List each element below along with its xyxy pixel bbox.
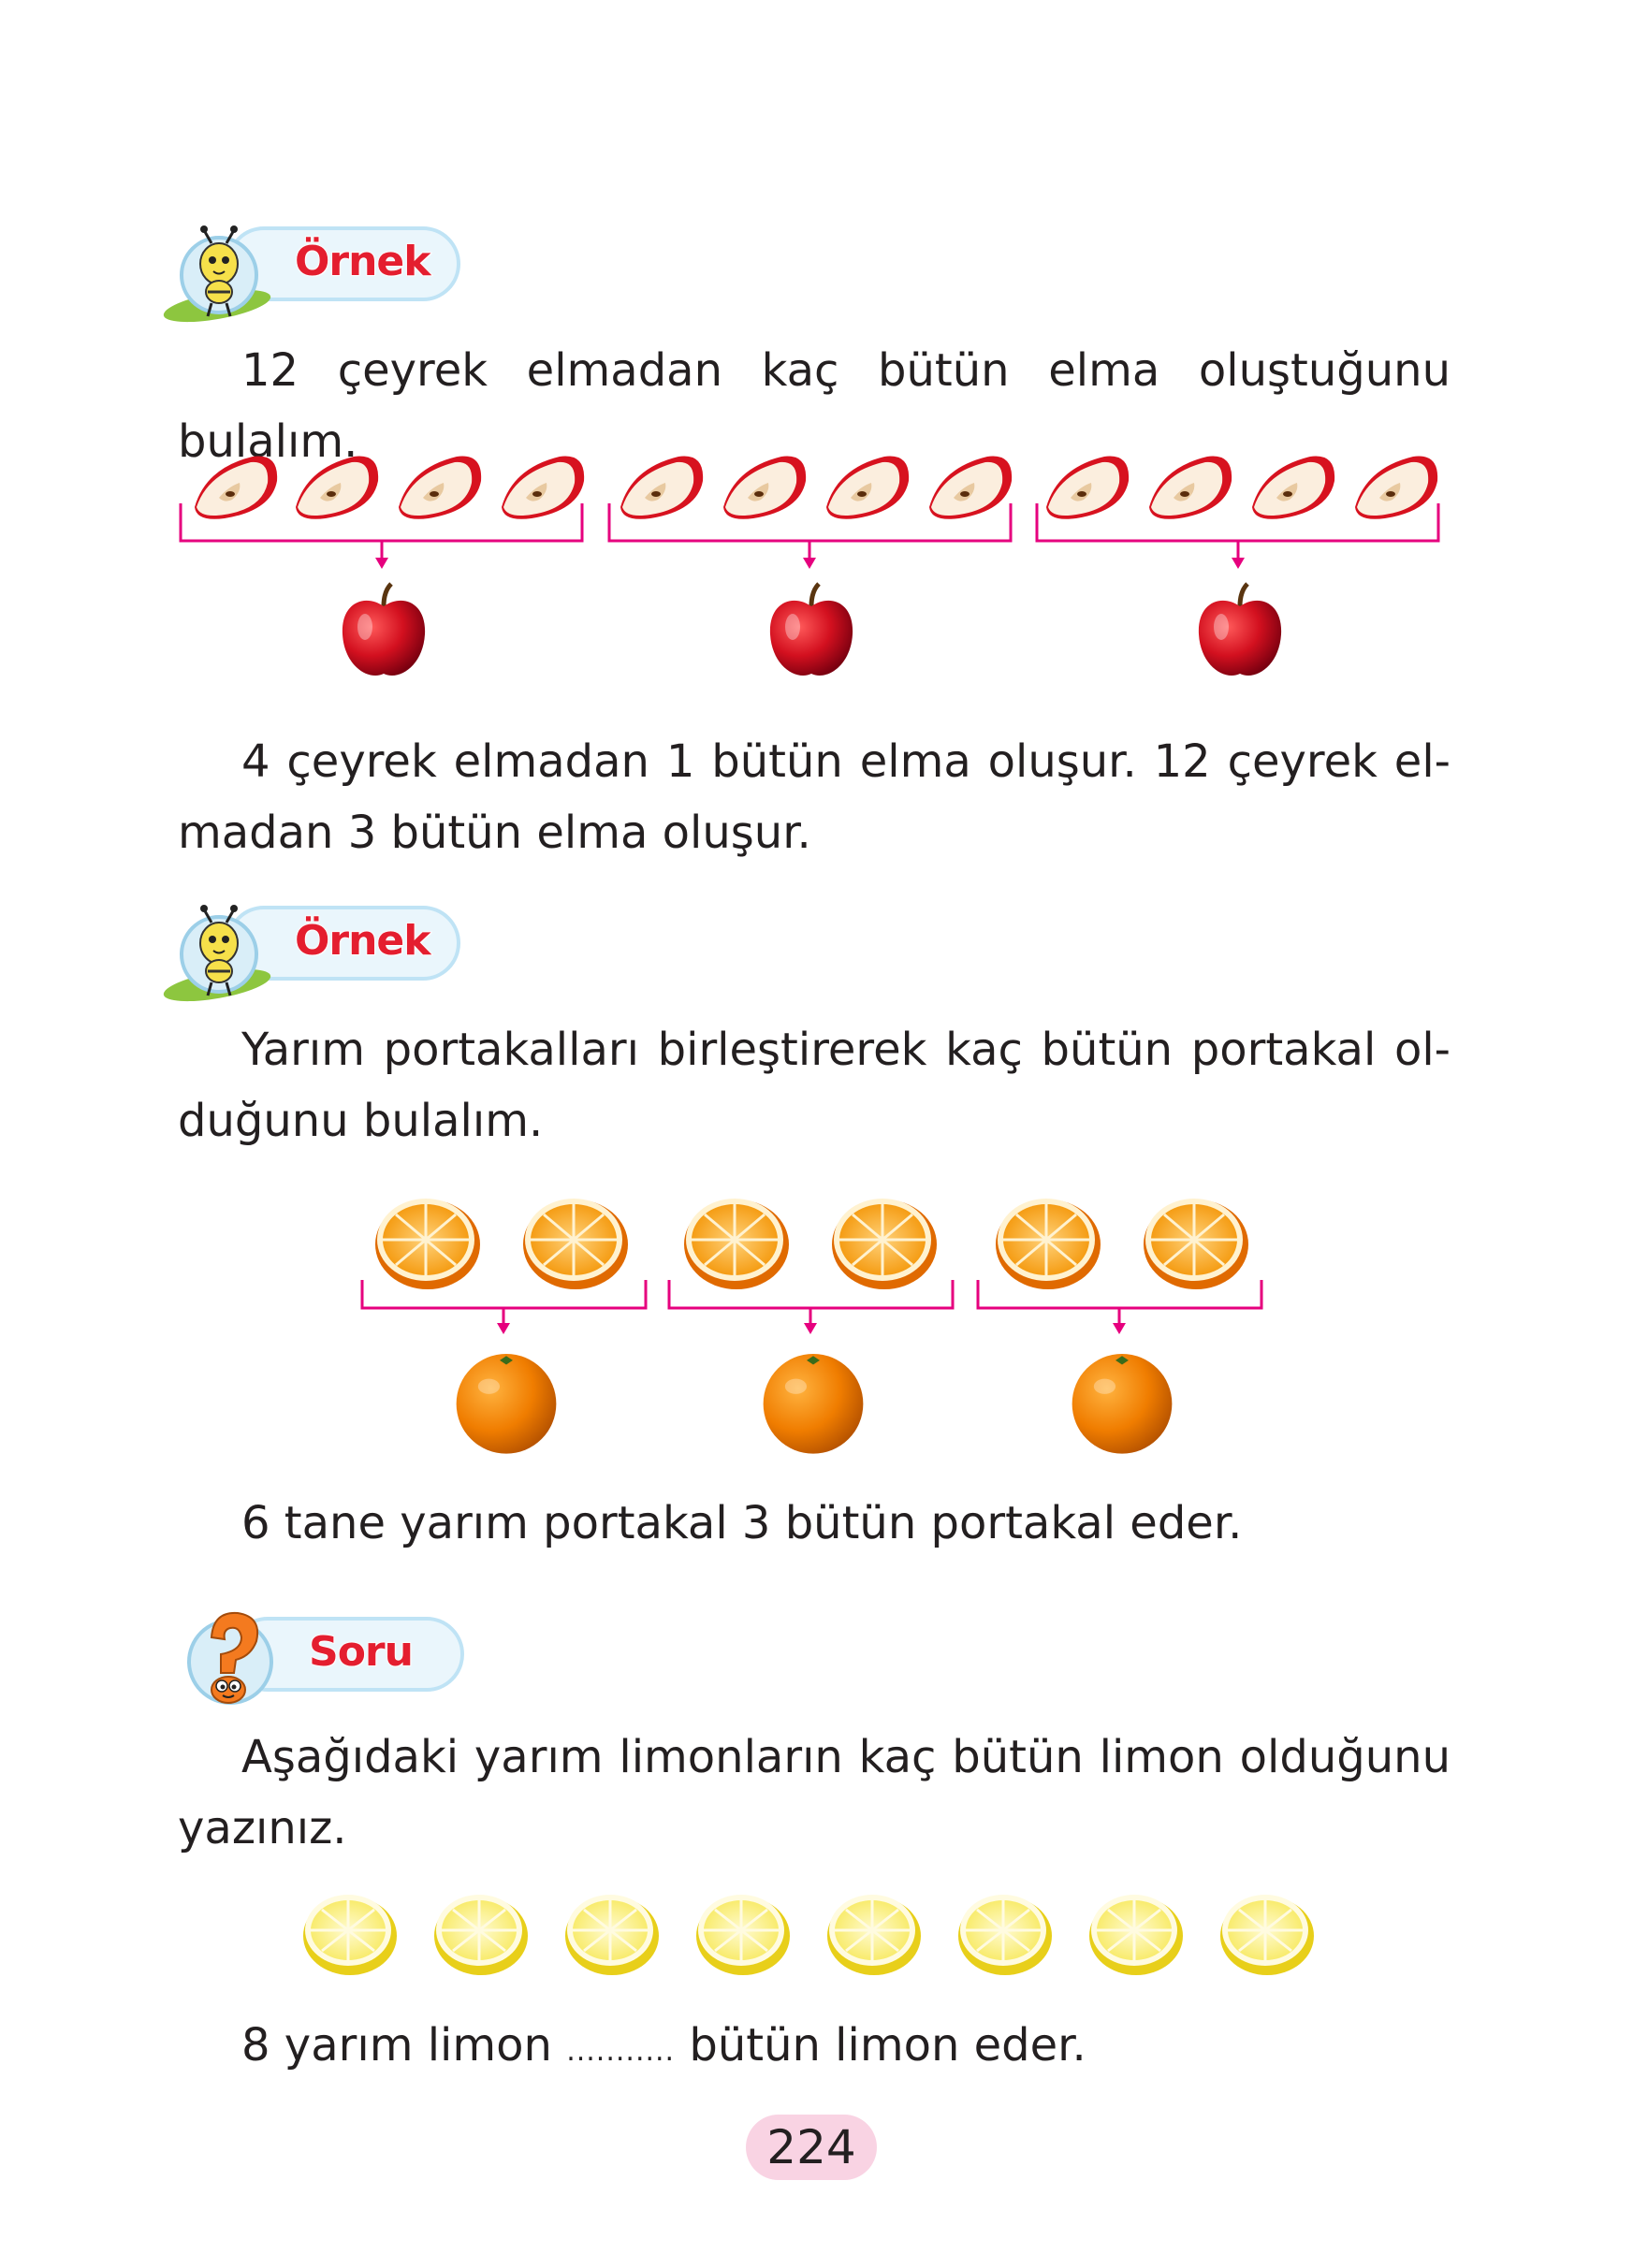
bee-mascot-icon <box>161 896 283 1018</box>
question-badge-label: Soru <box>309 1628 413 1676</box>
lemon-half-icon <box>953 1885 1056 1979</box>
bee-mascot-icon <box>161 217 283 339</box>
lemon-half-icon <box>691 1885 794 1979</box>
answer-prefix: 8 yarım limon <box>241 2019 552 2072</box>
example-1-answer: 4 çeyrek elmadan 1 bütün elma oluşur. 12 çeyrek el- madan 3 bütün elma oluşur. <box>178 735 1451 859</box>
whole-apple-icon <box>1193 580 1287 683</box>
apple-quarters-illustration <box>0 440 1633 702</box>
example-2-question: Yarım portakalları birleştirerek kaç bütün portakal ol- duğunu bulalım. <box>178 1024 1451 1147</box>
example-2-answer: 6 tane yarım portakal 3 bütün portakal eder. <box>241 1497 1243 1549</box>
example-1-badge-label: Örnek <box>295 238 430 285</box>
lemon-halves-illustration <box>0 1885 1633 1988</box>
whole-apple-icon <box>765 580 858 683</box>
lemon-half-icon <box>1084 1885 1187 1979</box>
answer-suffix: bütün limon eder. <box>689 2019 1086 2072</box>
group-brackets <box>0 1188 1633 1338</box>
lemon-half-icon <box>429 1885 532 1979</box>
whole-apple-icon <box>337 580 430 683</box>
orange-halves-illustration <box>0 1188 1633 1469</box>
page-number: 224 <box>746 2115 877 2180</box>
lemon-half-icon <box>822 1885 925 1979</box>
whole-orange-icon <box>759 1347 868 1456</box>
whole-orange-icon <box>452 1347 561 1456</box>
question-answer <box>178 2010 1451 2087</box>
group-brackets <box>0 440 1633 571</box>
question-text: Aşağıdaki yarım limonların kaç bütün limon olduğunu yazınız. <box>178 1731 1451 1854</box>
answer-blank[interactable]: ........... <box>566 2035 676 2068</box>
question-mark-mascot-icon <box>168 1600 290 1722</box>
example-2-badge-label: Örnek <box>295 917 430 965</box>
whole-orange-icon <box>1068 1347 1176 1456</box>
example-1-question: 12 çeyrek elmadan kaç bütün elma oluştuğunu bulalım. <box>178 344 1451 468</box>
lemon-half-icon <box>298 1885 401 1979</box>
lemon-half-icon <box>1215 1885 1318 1979</box>
lemon-half-icon <box>560 1885 663 1979</box>
